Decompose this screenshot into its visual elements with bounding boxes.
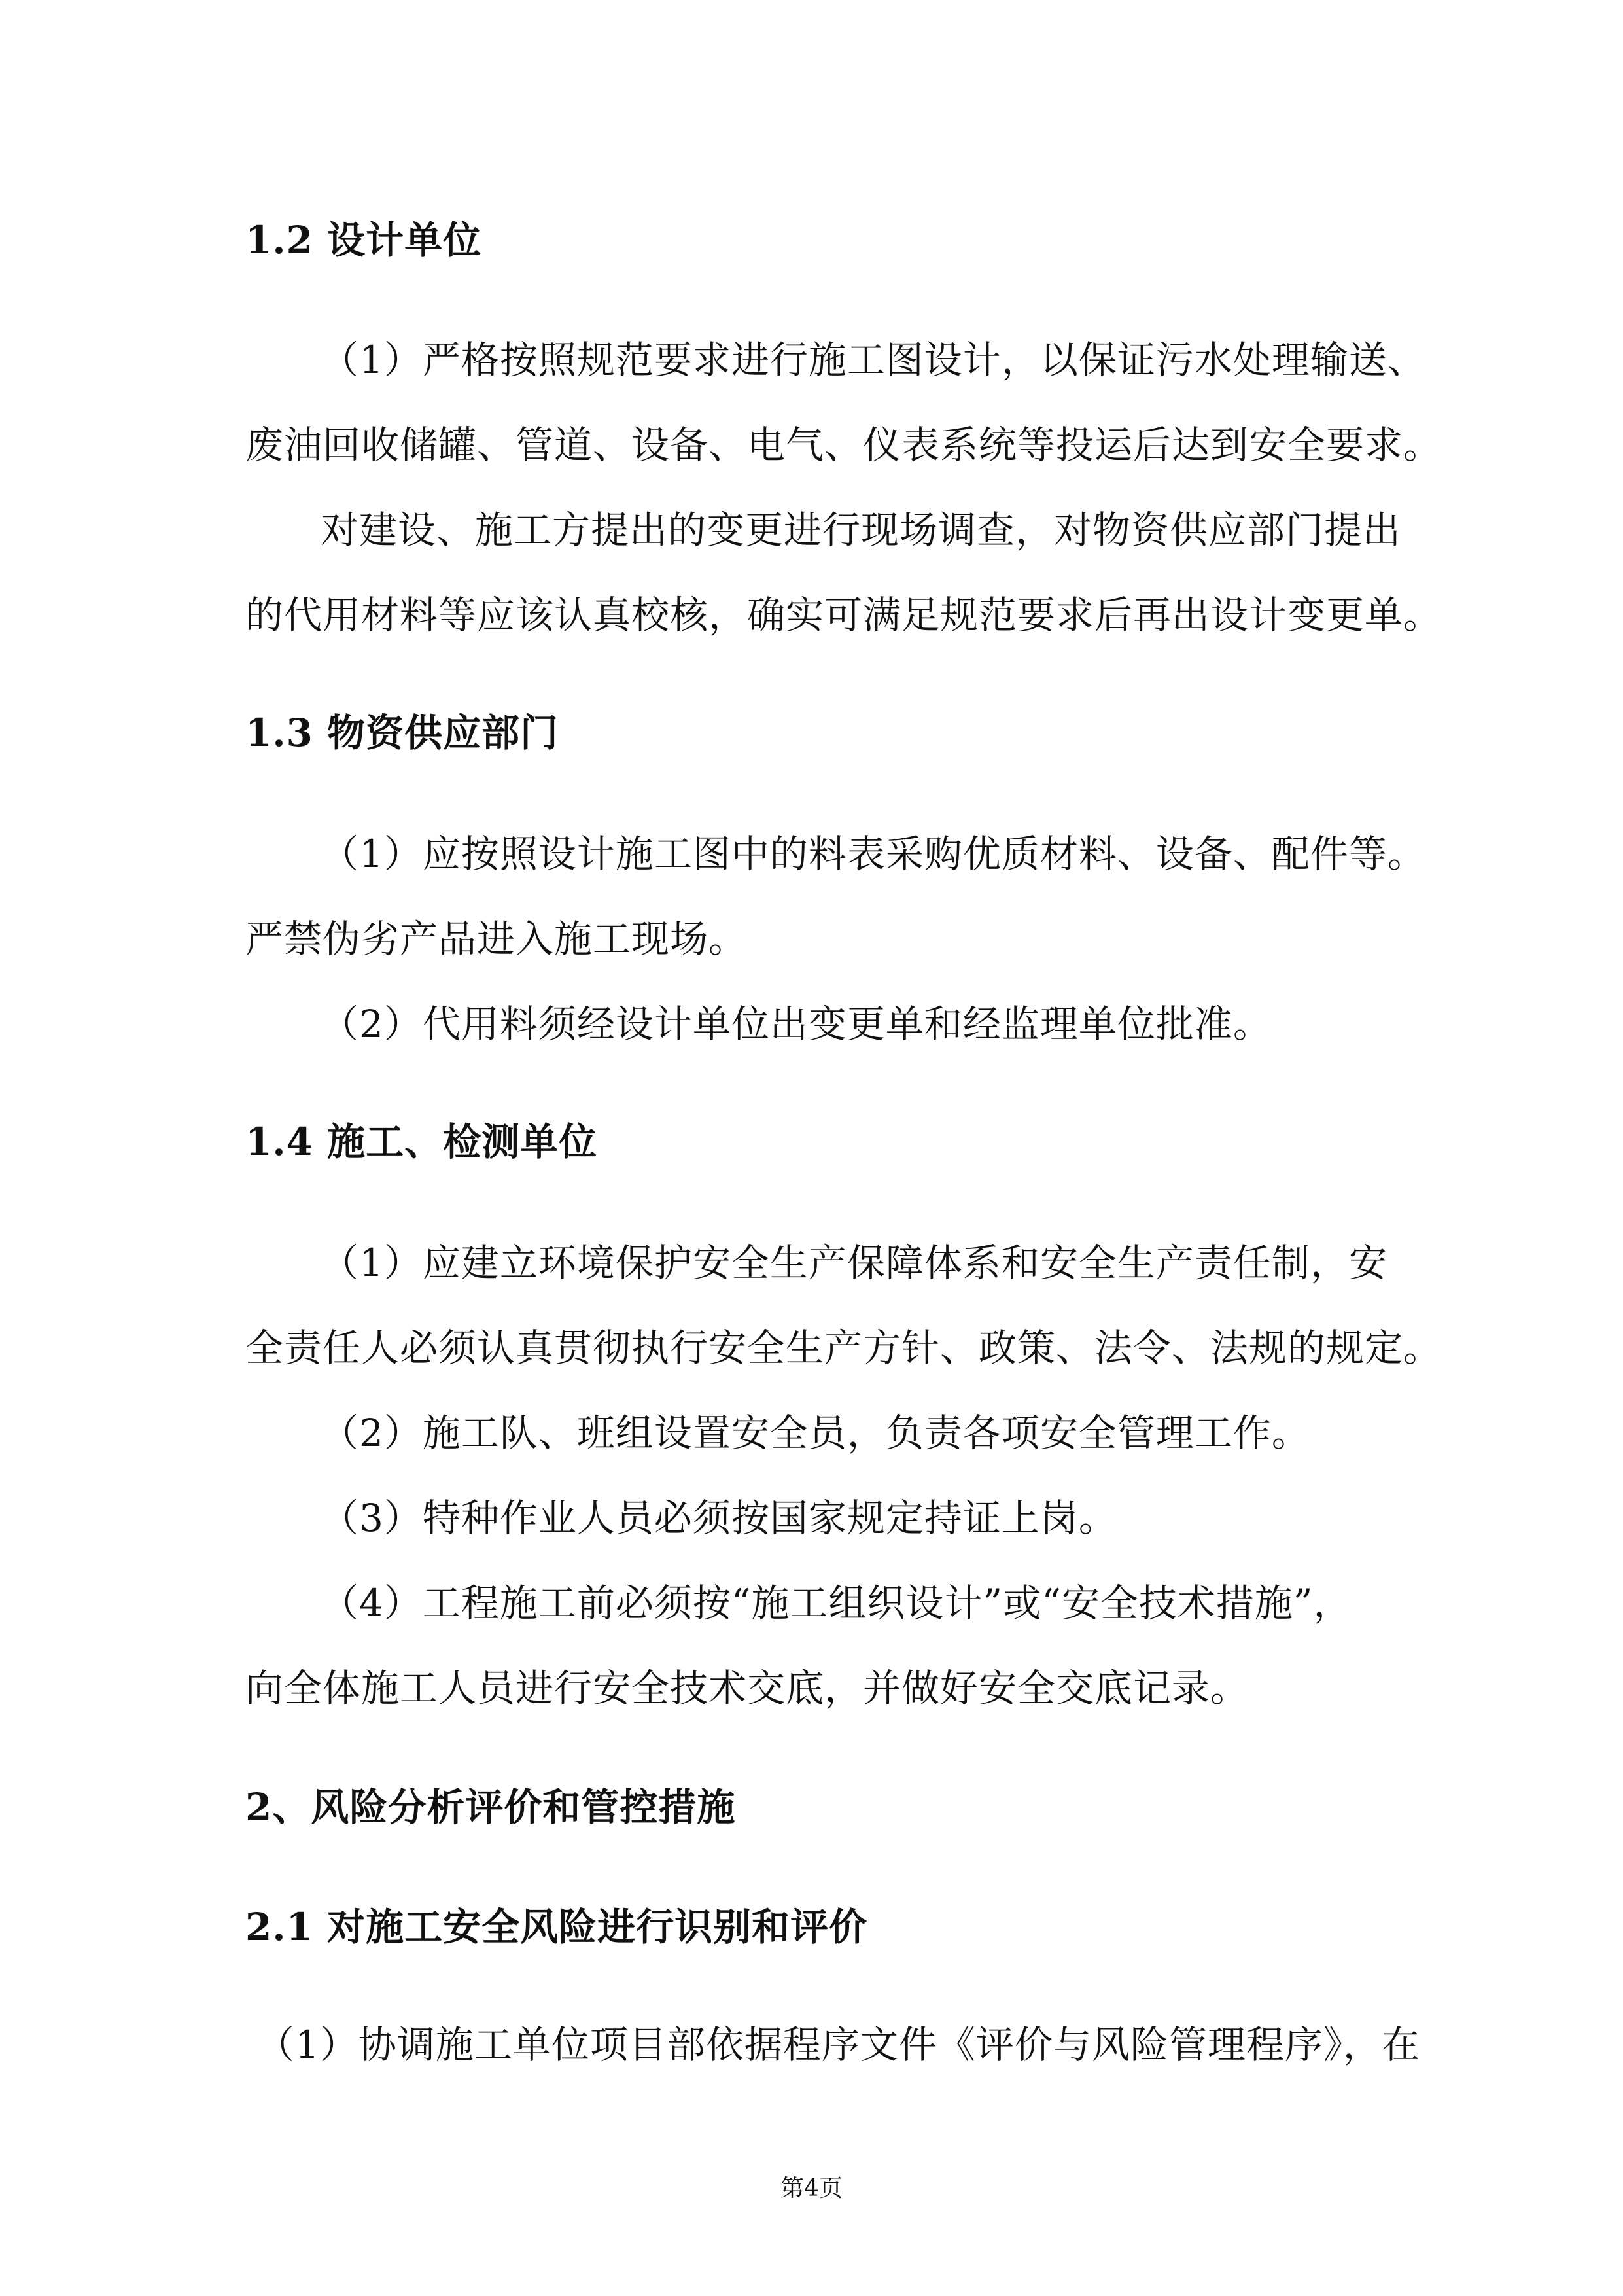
paragraph-line: （1）应建立环境保护安全生产保障体系和安全生产责任制，安 (321, 1241, 1387, 1285)
section-heading-1-3: 1.3 物资供应部门 (245, 711, 559, 755)
paragraph-line: （3）特种作业人员必须按国家规定持证上岗。 (321, 1496, 1117, 1540)
paragraph-line: 全责任人必须认真贯彻执行安全生产方针、政策、法令、法规的规定。 (245, 1326, 1442, 1370)
paragraph-line: （1）应按照设计施工图中的料表采购优质材料、设备、配件等。 (321, 832, 1426, 876)
paragraph-line: 对建设、施工方提出的变更进行现场调查，对物资供应部门提出 (321, 508, 1402, 552)
paragraph-line: 向全体施工人员进行安全技术交底，并做好安全交底记录。 (245, 1666, 1249, 1710)
paragraph-line: 废油回收储罐、管道、设备、电气、仪表系统等投运后达到安全要求。 (245, 423, 1442, 467)
section-heading-1-4: 1.4 施工、检测单位 (245, 1120, 598, 1164)
paragraph-line: 严禁伪劣产品进入施工现场。 (245, 917, 748, 961)
paragraph-line: （1）严格按照规范要求进行施工图设计，以保证污水处理输送、 (321, 338, 1426, 382)
section-heading-1-2: 1.2 设计单位 (245, 218, 482, 262)
section-heading-2: 2、风险分析评价和管控措施 (245, 1785, 736, 1829)
paragraph-line: （2）施工队、班组设置安全员，负责各项安全管理工作。 (321, 1411, 1310, 1455)
section-heading-2-1: 2.1 对施工安全风险进行识别和评价 (245, 1905, 868, 1949)
paragraph-line: （2）代用料须经设计单位出变更单和经监理单位批准。 (321, 1002, 1272, 1046)
paragraph-line: （1）协调施工单位项目部依据程序文件《评价与风险管理程序》，在 (256, 2022, 1420, 2067)
paragraph-line: 的代用材料等应该认真校核，确实可满足规范要求后再出设计变更单。 (245, 593, 1442, 637)
page-number: 第4页 (780, 2175, 843, 2202)
paragraph-line: （4）工程施工前必须按“施工组织设计”或“安全技术措施”， (321, 1581, 1352, 1625)
